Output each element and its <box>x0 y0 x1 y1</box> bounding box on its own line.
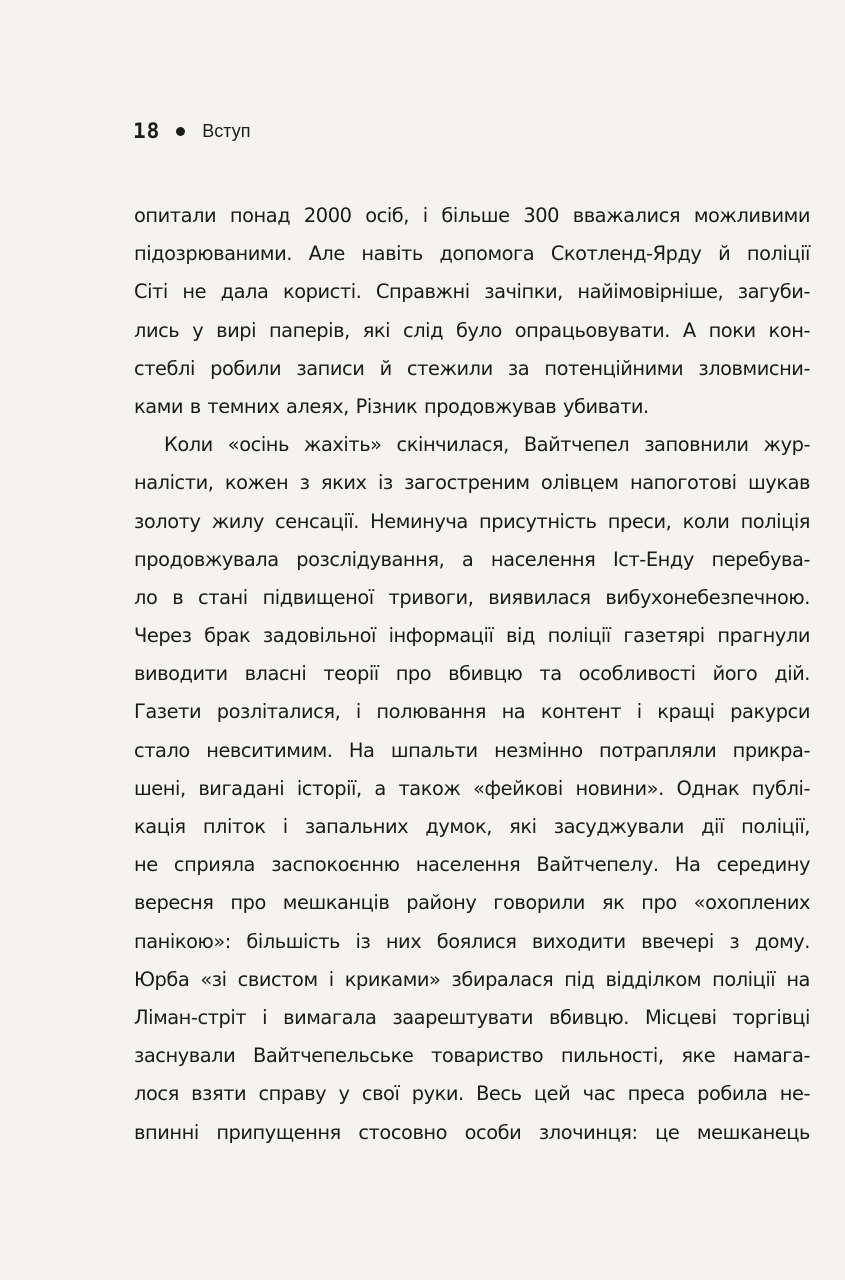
paragraph-1 <box>134 197 810 426</box>
text-line: не сприяла заспокоєнню населення Вайтчепелу. На середину <box>134 853 810 877</box>
text-line: панікою»: більшість із них боялися виходити ввечері з дому. <box>134 929 810 953</box>
text-line: шені, вигадані історії, а також «фейкові новини». Однак публі- <box>134 776 810 800</box>
text-line: виводити власні теорії про вбивцю та особливості його дій. <box>134 662 810 686</box>
text-line: підозрюваними. Але навіть допомога Скотленд-Ярду й поліції <box>134 242 810 266</box>
page-number: 18 <box>133 119 161 143</box>
running-head <box>133 116 251 146</box>
text-line: Сіті не дала користі. Справжні зачіпки, найімовірніше, загуби- <box>134 280 810 304</box>
text-line: ло в стані підвищеної тривоги, виявилася вибухонебезпечною. <box>134 585 810 609</box>
text-line: Юрба «зі свистом і криками» збиралася під відділком поліції на <box>134 967 810 991</box>
text-line: стало невситимим. На шпальти незмінно потрапляли прикра- <box>134 738 810 762</box>
text-line: налісти, кожен з яких із загостреним олівцем напоготові шукав <box>134 471 810 495</box>
text-line: Газети розліталися, і полювання на контент і кращі ракурси <box>134 700 810 724</box>
text-line: вересня про мешканців району говорили як про «охоплених <box>134 891 810 915</box>
text-line: Коли «осінь жахіть» скінчилася, Вайтчепел заповнили жур- <box>164 433 810 457</box>
paragraph-2 <box>134 426 810 1152</box>
text-line: впинні припущення стосовно особи злочинця: це мешканець <box>134 1120 810 1144</box>
bullet-separator-icon <box>176 127 185 136</box>
text-line: продовжувала розслідування, а населення Іст-Енду перебува- <box>134 547 810 571</box>
text-line: опитали понад 2000 осіб, і більше 300 вважалися можливими <box>134 204 810 227</box>
text-line: Ліман-стріт і вимагала заарештувати вбивцю. Місцеві торгівці <box>134 1005 810 1029</box>
text-line: ками в темних алеях, Різник продовжував убивати. <box>134 394 649 418</box>
text-line: стеблі робили записи й стежили за потенційними зловмисни- <box>134 356 810 380</box>
text-line: золоту жилу сенсації. Неминуча присутність преси, коли поліція <box>134 509 810 533</box>
text-line: лись у вирі паперів, які слід було опрацьовувати. А поки кон- <box>134 318 810 342</box>
section-title: Вступ <box>202 120 251 141</box>
text-line: кація пліток і запальних думок, які засуджували дії поліції, <box>134 815 810 838</box>
text-line: заснували Вайтчепельське товариство пильності, яке намага- <box>134 1044 810 1068</box>
text-line: лося взяти справу у свої руки. Весь цей час преса робила не- <box>134 1082 810 1106</box>
body-text <box>134 197 810 1152</box>
text-line: Через брак задовільної інформації від поліції газетярі прагнули <box>134 624 810 648</box>
